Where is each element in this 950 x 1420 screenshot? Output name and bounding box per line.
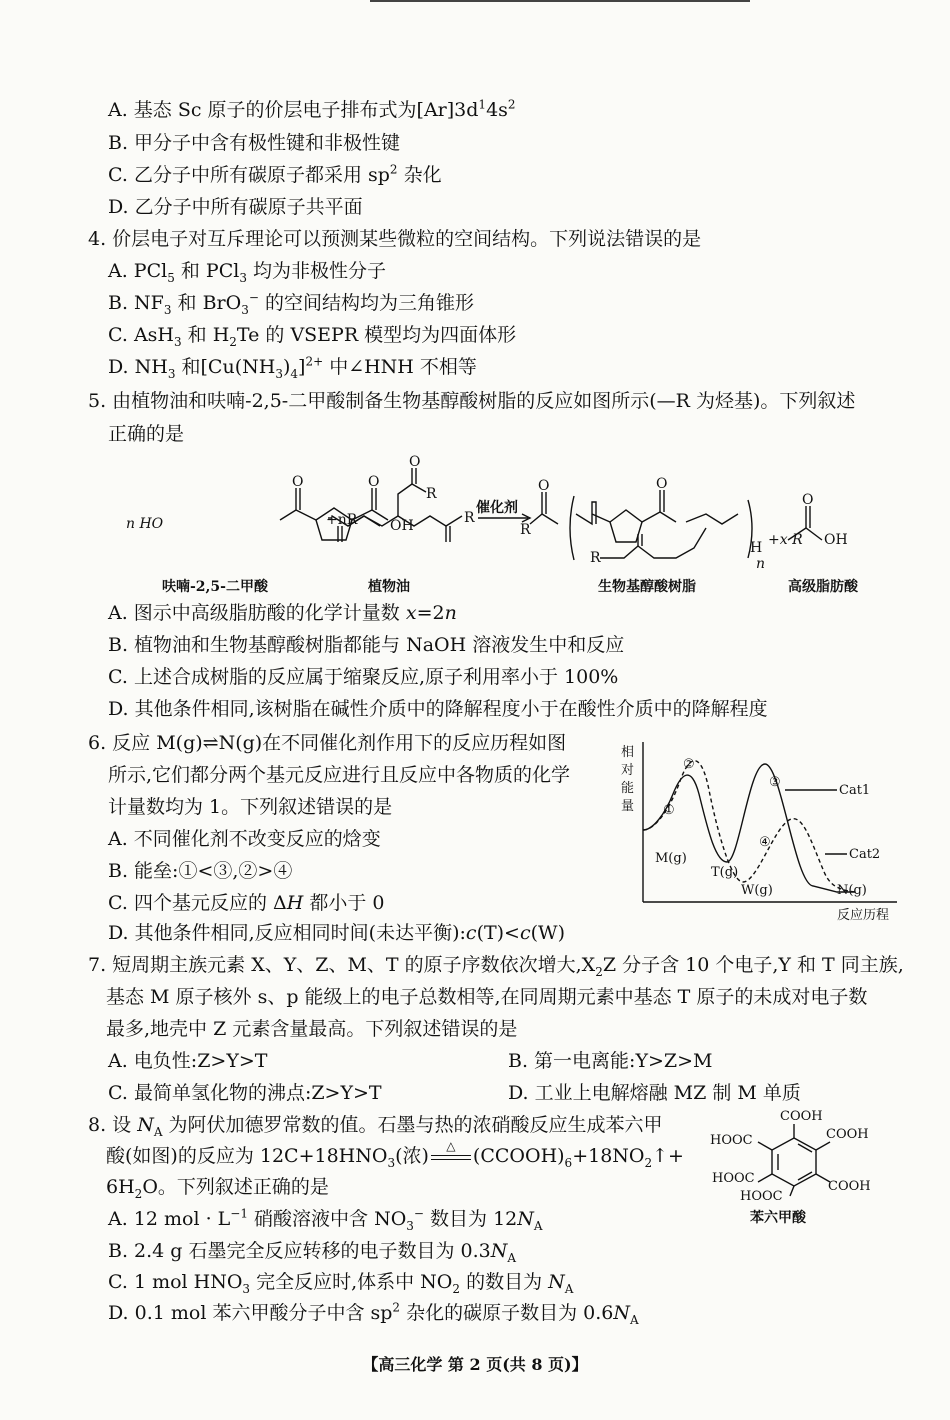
q6-option-c — [108, 890, 384, 916]
text: D. 0.1 mol 苯六甲酸分子中含 sp — [108, 1302, 393, 1324]
text: 6H — [106, 1176, 135, 1198]
label-plus-nR: +nR — [326, 512, 358, 528]
text: 杂化的碳原子数目为 0.6 — [400, 1302, 614, 1324]
q7-stem-line3: 最多,地壳中 Z 元素含量最高。下列叙述错误的是 — [106, 1018, 518, 1040]
state-M: M(g) — [655, 851, 687, 866]
sub: 3 — [387, 1155, 396, 1170]
sub: 2 — [595, 964, 603, 979]
q7-option-c: C. 最简单氢化物的沸点:Z>Y>T — [108, 1082, 382, 1104]
label-n: n — [756, 556, 766, 572]
text: 数目为 12 — [423, 1208, 518, 1230]
label-nHO: n HO — [126, 516, 164, 532]
text: 和 BrO — [171, 292, 242, 314]
q5-stem-line2: 正确的是 — [108, 423, 185, 445]
barrier-3: ③ — [769, 775, 781, 790]
group-cooh: COOH — [828, 1179, 871, 1194]
sup: − — [413, 1206, 424, 1221]
text: C. 乙分子中所有碳原子都采用 sp — [108, 164, 390, 186]
text: 和[Cu(NH — [175, 356, 276, 378]
text: 硝酸溶液中含 NO — [248, 1208, 407, 1230]
q7-option-d: D. 工业上电解熔融 MZ 制 M 单质 — [508, 1082, 801, 1104]
text: D. 其他条件相同,反应相同时间(未达平衡): — [108, 922, 466, 944]
sub: 3 — [275, 366, 283, 381]
text: 酸(如图)的反应为 12C+18HNO — [106, 1145, 388, 1167]
atom-o: O — [656, 476, 668, 492]
label-R: R — [520, 522, 531, 538]
label-furan: 呋喃-2,5-二甲酸 — [162, 579, 268, 595]
cat2-label: Cat2 — [849, 847, 881, 862]
text: 7. 短周期主族元素 X、Y、Z、M、T 的原子序数依次增大,X — [88, 954, 596, 976]
heat-symbol: △ — [446, 1139, 456, 1153]
q5-option-a — [108, 600, 457, 626]
text: Te 的 VSEPR 模型均为四面体形 — [236, 324, 517, 346]
ylabel-char: 量 — [621, 799, 635, 814]
text: A. 图示中高级脂肪酸的化学计量数 — [108, 602, 406, 624]
sub: A — [564, 1281, 574, 1296]
text: A. PCl — [108, 260, 168, 282]
cat1-curve — [643, 764, 855, 892]
q4-option-a — [108, 258, 386, 284]
sub: 5 — [167, 270, 175, 285]
atom-o: O — [409, 454, 421, 470]
text: 8. 设 — [88, 1114, 138, 1136]
atom-o: O — [538, 478, 550, 494]
text: 的数目为 — [460, 1271, 549, 1293]
q8-stem-line1 — [88, 1112, 663, 1138]
sub: A — [507, 1250, 517, 1265]
italic: c — [465, 922, 477, 944]
sub: 2 — [452, 1281, 461, 1296]
xlabel: 反应历程 — [837, 908, 890, 923]
ylabel-char: 对 — [621, 763, 635, 778]
text: C. 四个基元反应的 Δ — [108, 892, 287, 914]
sup: 2+ — [305, 354, 324, 369]
sub: 3 — [163, 302, 172, 317]
q4-option-d — [108, 354, 477, 380]
text: 和 PCl — [174, 260, 240, 282]
q8-option-a — [108, 1206, 543, 1232]
sub: 3 — [241, 302, 249, 317]
q6-stem-line1: 6. 反应 M(g)⇌N(g)在不同催化剂作用下的反应历程如图 — [88, 732, 567, 754]
text: 的空间结构均为三角锥形 — [258, 292, 474, 314]
q4-stem: 4. 价层电子对互斥理论可以预测某些微粒的空间结构。下列说法错误的是 — [88, 228, 702, 250]
q5-option-c: C. 上述合成树脂的反应属于缩聚反应,原子利用率小于 100% — [108, 666, 619, 688]
text: B. 2.4 g 石墨完全反应转移的电子数目为 0.3 — [108, 1240, 491, 1262]
sub: 3 — [242, 1281, 251, 1296]
q6-option-d — [108, 920, 565, 946]
q6-option-b: B. 能垒:①<③,②>④ — [108, 860, 293, 882]
barrier-1: ① — [663, 803, 675, 818]
barrier-4: ④ — [759, 835, 771, 850]
text: ↑+ — [652, 1145, 684, 1167]
sub: 3 — [167, 366, 176, 381]
sup: −1 — [230, 1206, 248, 1221]
text: A. 12 mol · L — [108, 1208, 231, 1230]
text: 中∠HNH 不相等 — [323, 356, 477, 378]
sup: 1 — [478, 97, 487, 112]
sub: A — [153, 1124, 163, 1139]
italic: N — [137, 1114, 154, 1136]
text: (CCOOH) — [472, 1145, 565, 1167]
equilibrium-arrow — [429, 1139, 473, 1169]
ylabel-char: 相 — [621, 745, 635, 760]
q3-option-d: D. 乙分子中所有碳原子共平面 — [108, 196, 363, 218]
q7-option-a: A. 电负性:Z>Y>T — [108, 1050, 268, 1072]
atom-o: O — [292, 474, 304, 490]
state-T: T(g) — [711, 865, 739, 880]
label-R: R — [464, 510, 475, 526]
text: 为阿伏加德罗常数的值。石墨与热的浓硝酸反应生成苯六甲 — [162, 1114, 663, 1136]
text: 杂化 — [397, 164, 442, 186]
q4-option-b — [108, 290, 474, 316]
sub: 4 — [290, 366, 299, 381]
q7-option-b: B. 第一电离能:Y>Z>M — [508, 1050, 713, 1072]
q8-stem-line3 — [106, 1174, 329, 1200]
sub: 6 — [564, 1155, 573, 1170]
text: (T)< — [476, 922, 520, 944]
label-oil: 植物油 — [368, 579, 410, 595]
text: 4s — [486, 99, 508, 121]
text: (W) — [530, 922, 565, 944]
q6-stem-line3: 计量数均为 1。下列叙述错误的是 — [108, 796, 393, 818]
sup: − — [248, 290, 259, 305]
q3-option-b: B. 甲分子中含有极性键和非极性键 — [108, 132, 401, 154]
text: 都小于 0 — [303, 892, 385, 914]
q3-option-c — [108, 162, 442, 188]
ylabel-char: 能 — [621, 781, 635, 796]
italic: H — [286, 892, 304, 914]
q8-option-d — [108, 1300, 639, 1326]
q6-stem-line2: 所示,它们都分两个基元反应进行且反应中各物质的化学 — [108, 764, 571, 786]
text: =2 — [416, 602, 445, 624]
mellitic-acid-label: 苯六甲酸 — [750, 1210, 806, 1226]
group-hooc: HOOC — [710, 1133, 753, 1148]
q4-option-c — [108, 322, 516, 348]
state-W: W(g) — [741, 883, 773, 898]
sup: 2 — [392, 1300, 401, 1315]
text: ] — [298, 356, 306, 378]
sub: 3 — [239, 270, 247, 285]
label-R: R — [426, 486, 437, 502]
q7-stem-line1 — [88, 952, 904, 978]
sub: 3 — [406, 1218, 414, 1233]
q6-option-a: A. 不同催化剂不改变反应的焓变 — [108, 828, 381, 850]
top-edge-line — [370, 0, 750, 2]
text: 均为非极性分子 — [246, 260, 387, 282]
italic: N — [613, 1302, 630, 1324]
text: (浓) — [395, 1145, 429, 1167]
q3-option-a — [108, 97, 516, 123]
label-R: R — [590, 550, 601, 566]
cat2-curve — [643, 761, 855, 892]
label-plus-xR: +x R — [768, 532, 803, 548]
state-N: N(g) — [837, 883, 867, 898]
sup: 2 — [507, 97, 516, 112]
italic: c — [519, 922, 531, 944]
mellitic-acid-structure — [706, 1098, 906, 1228]
label-OH: OH — [390, 518, 414, 534]
sub: 3 — [173, 334, 182, 349]
italic: x — [405, 602, 417, 624]
barrier-2: ② — [683, 757, 695, 772]
italic: N — [490, 1240, 508, 1262]
text: 完全反应时,体系中 NO — [250, 1271, 453, 1293]
text: +18NO — [572, 1145, 645, 1167]
text: Z 分子含 10 个电子,Y 和 T 同主族, — [602, 954, 904, 976]
q5-option-b: B. 植物油和生物基醇酸树脂都能与 NaOH 溶液发生中和反应 — [108, 634, 625, 656]
label-OH: OH — [824, 532, 848, 548]
italic: N — [517, 1208, 534, 1230]
italic: N — [548, 1271, 565, 1293]
q5-option-d: D. 其他条件相同,该树脂在碱性介质中的降解程度小于在酸性介质中的降解程度 — [108, 698, 768, 720]
sub: 2 — [644, 1155, 653, 1170]
group-hooc: HOOC — [740, 1189, 783, 1204]
q5-reaction-scheme — [120, 448, 900, 578]
label-H: H — [750, 540, 763, 556]
atom-o: O — [368, 474, 380, 490]
text: 和 H — [181, 324, 230, 346]
page-footer: 【高三化学 第 2 页(共 8 页)】 — [362, 1355, 588, 1374]
group-cooh: COOH — [826, 1127, 869, 1142]
q8-option-b — [108, 1238, 516, 1264]
text: O。下列叙述正确的是 — [142, 1176, 329, 1198]
group-hooc: HOOC — [712, 1171, 755, 1186]
text: D. NH — [108, 356, 168, 378]
text: ) — [282, 356, 291, 378]
catalyst-label: 催化剂 — [476, 500, 518, 516]
q8-option-c — [108, 1269, 573, 1295]
italic: n — [444, 602, 457, 624]
q6-energy-diagram — [615, 734, 905, 924]
label-fatty-acid: 高级脂肪酸 — [788, 579, 858, 595]
text: C. 1 mol HNO — [108, 1271, 243, 1293]
sup: 2 — [389, 162, 398, 177]
q7-stem-line2: 基态 M 原子核外 s、p 能级上的电子总数相等,在同周期元素中基态 T 原子的未成对电子数 — [106, 986, 868, 1008]
cat1-label: Cat1 — [839, 783, 871, 798]
label-resin: 生物基醇酸树脂 — [598, 579, 696, 595]
group-cooh: COOH — [780, 1109, 823, 1124]
text: A. 基态 Sc 原子的价层电子排布式为[Ar]3d — [108, 99, 479, 121]
atom-o: O — [802, 492, 814, 508]
q5-stem-line1: 5. 由植物油和呋喃-2,5-二甲酸制备生物基醇酸树脂的反应如图所示(—R 为烃基)。下列叙述 — [88, 390, 856, 412]
sub: A — [533, 1218, 543, 1233]
sub: 2 — [229, 334, 237, 349]
q8-stem-line2 — [106, 1139, 684, 1170]
sub: 2 — [134, 1186, 143, 1201]
sub: A — [629, 1312, 639, 1327]
text: B. NF — [108, 292, 164, 314]
text: C. AsH — [108, 324, 174, 346]
